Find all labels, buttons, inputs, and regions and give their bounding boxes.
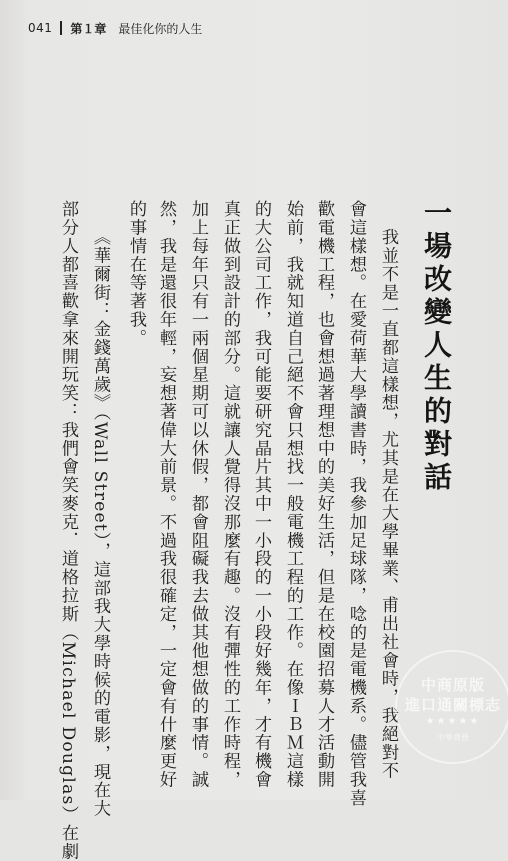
body-line: 部分人都喜歡拿來開玩笑：我們會笑麥克．道格拉斯（Michael Douglas）在劇 <box>58 200 78 861</box>
body-line: 《華爾街：金錢萬歲》（Wall Street），這部我大學時候的電影，現在大 <box>90 228 110 818</box>
stamp-stars: ★★★★★ <box>425 716 481 727</box>
chapter-label: 第１章 <box>70 21 107 36</box>
body-line: 然，我是還很年輕，妄想著偉大前景。不過我很確定，一定會有什麼更好 <box>156 200 176 789</box>
running-header <box>28 18 202 38</box>
stamp-line: 中華商務 <box>437 733 469 742</box>
stamp-line: 中商原版 <box>420 676 485 694</box>
body-line: 始前，我就知道自己絕不會只想找一般電機工程的工作。在像ＩＢＭ這樣 <box>283 200 303 789</box>
stamp-line: 進口通關標志 <box>404 696 501 714</box>
body-line: 加上每年只有一兩個星期可以休假，都會阻礙我去做其他想做的事情。誠 <box>188 200 208 789</box>
body-line: 真正做到設計的部分。這就讓人覺得沒那麼有趣。沒有彈性的工作時程， <box>220 200 240 789</box>
chapter-title: 最佳化你的人生 <box>118 21 203 36</box>
header-divider <box>60 21 62 35</box>
body-line: 我並不是一直都這樣想，尤其是在大學畢業、甫出社會時，我絕對不 <box>378 228 398 780</box>
import-stamp-watermark <box>395 650 508 764</box>
body-line: 的大公司工作，我可能要研究晶片其中一小段的一小段好幾年，才有機會 <box>251 200 271 789</box>
body-line: 的事情在等著我。 <box>126 200 146 348</box>
page-number: 041 <box>28 21 53 35</box>
section-heading: 一場改變人生的對話 <box>420 198 453 495</box>
body-line: 歡電機工程，也會想過著理想中的美好生活，但是在校園招募人才活動開 <box>314 200 334 789</box>
body-line: 會這樣想。在愛荷華大學讀書時，我參加足球隊，唸的是電機系。儘管我喜 <box>346 200 366 808</box>
